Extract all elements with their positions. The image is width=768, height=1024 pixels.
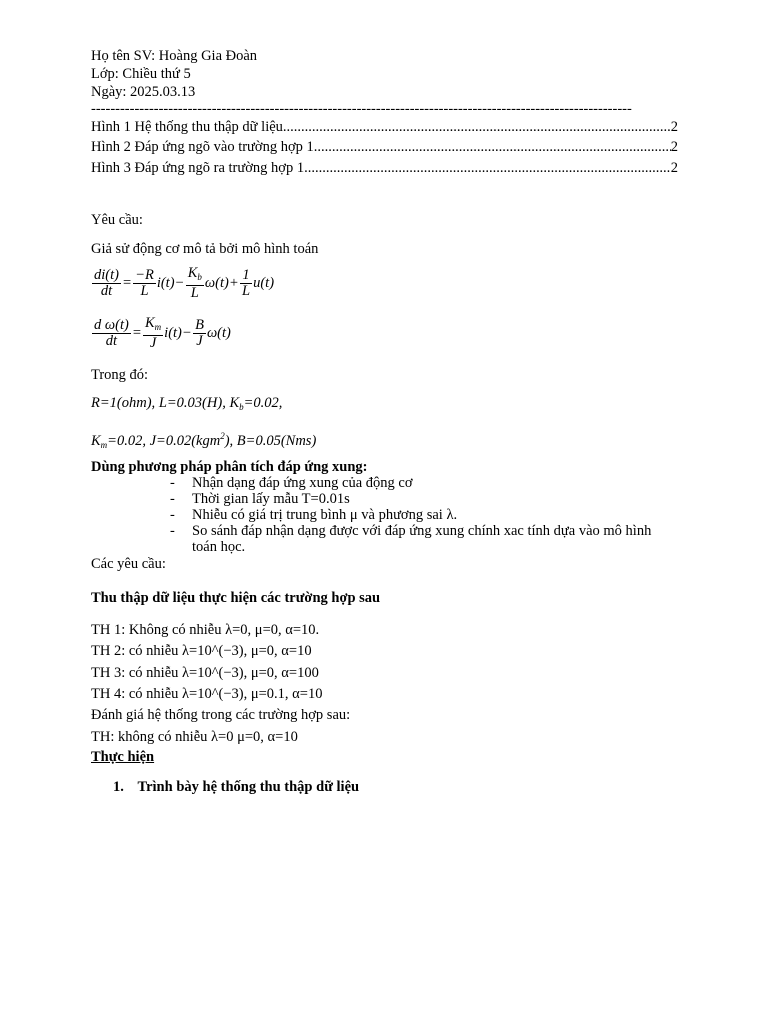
bullet-marker: - [170, 475, 175, 491]
bullet-marker: - [170, 523, 175, 539]
case-line: TH 1: Không có nhiễu λ=0, μ=0, α=10. [91, 622, 320, 638]
toc-entry-title: Hình 3 Đáp ứng ngõ ra trường hợp 1 [91, 160, 305, 176]
params-line-1: R=1(ohm), L=0.03(H), $K_b=0.02$, [91, 395, 283, 412]
section-title: Trình bày hệ thống thu thập dữ liệu [137, 779, 360, 795]
section-number: 1. [113, 779, 124, 795]
toc-entry[interactable] [91, 159, 678, 177]
equation-speed: $\frac{\text{d ω(t)}}{dt}$ = $\frac{K_m}{J}$ i(t) − $\frac{B}{J}$ ω(t) [94, 315, 231, 351]
case-line: TH 3: có nhiễu λ=10^(−3), μ=0, α=100 [91, 665, 319, 681]
evaluate-label: Đánh giá hệ thống trong các trường hợp sau: [91, 707, 351, 723]
section-item [113, 778, 359, 796]
where-label: Trong đó: [91, 367, 149, 383]
bullet-item: - Nhận dạng đáp ứng xung của động cơ [170, 475, 413, 491]
bullet-marker: - [170, 507, 175, 523]
toc-entry-page: 2 [670, 160, 678, 176]
collect-heading: Thu thập dữ liệu thực hiện các trường hợp sau [91, 590, 381, 606]
case-line: TH 2: có nhiễu λ=10^(−3), μ=0, α=10 [91, 643, 312, 659]
eval-case-line: TH: không có nhiễu λ=0 μ=0, α=10 [91, 729, 298, 745]
bullet-item: - So sánh đáp nhận dạng được với đáp ứng xung chính xac tính dựa vào mô hình toán học. [170, 523, 652, 555]
toc-entry-page: 2 [670, 119, 678, 135]
student-name: Họ tên SV: Hoàng Gia Đoàn [91, 48, 258, 64]
equation-current: $\frac{di(t)}{dt}$ = $\frac{-R}{L}$ i(t) − $\frac{K_b}{L}$ ω(t) + $\frac{1}{L}$ u(t) [94, 265, 275, 301]
case-line: TH 4: có nhiễu λ=10^(−3), μ=0.1, α=10 [91, 686, 323, 702]
model-intro: Giả sử động cơ mô tả bởi mô hình toán [91, 241, 319, 257]
toc-entry[interactable] [91, 118, 678, 136]
bullet-item: - Nhiễu có giá trị trung bình μ và phương sai λ. [170, 507, 458, 523]
date-info: Ngày: 2025.03.13 [91, 84, 196, 100]
toc-entry-page: 2 [670, 139, 678, 155]
toc-leader-dots [314, 138, 671, 156]
separator-line: ---------------------------------------------------------------------------------------------------------------- [91, 101, 632, 117]
bullet-item: - Thời gian lấy mẫu T=0.01s [170, 491, 350, 507]
toc-entry-title: Hình 2 Đáp ứng ngõ vào trường hợp 1 [91, 139, 314, 155]
toc-leader-dots [304, 159, 671, 177]
method-heading: Dùng phương pháp phân tích đáp ứng xung: [91, 459, 368, 475]
toc-entry[interactable] [91, 138, 678, 156]
toc-leader-dots [283, 118, 671, 136]
implementation-heading: Thực hiện [91, 749, 155, 765]
bullet-marker: - [170, 491, 175, 507]
requirements-heading: Yêu cầu: [91, 212, 143, 228]
other-requirements: Các yêu cầu: [91, 556, 166, 572]
class-info: Lớp: Chiều thứ 5 [91, 66, 191, 82]
toc-entry-title: Hình 1 Hệ thống thu thập dữ liệu [91, 119, 283, 135]
params-line-2: $K_m=0.02$, J=0.02(kgm$^2$), B=0.05(Nms) [91, 431, 317, 450]
